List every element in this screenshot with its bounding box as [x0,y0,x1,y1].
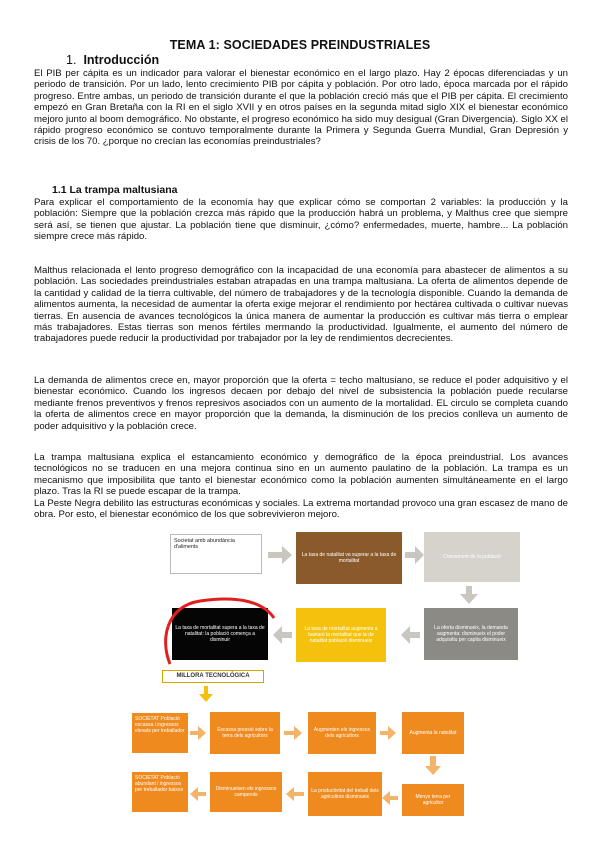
paragraph-5: La Peste Negra debilito las estructuras económicas y sociales. La extrema mortandad provoco una gran escasez de mano de obra. Por esto, el bienestar económico de los que sobrevivieron mejoro. [34,498,568,521]
diagram-row2-box-2: Disminueixen els ingressos camperols [210,772,282,812]
arrow-r1-down-icon [425,756,441,775]
arrow-yellow-to-black-icon [273,626,292,644]
arrow-r2-2-icon [286,787,304,801]
red-highlight-outline [166,599,274,664]
arrow-group-top [268,546,478,644]
diagram-row1-box-3: Augmenten els ingressos dels agricultors [308,712,376,754]
diagram-box-lightgray: Creixement de la població [424,532,520,582]
diagram-row2-box-3: La productivitat del treball dels agricultors disminueix [308,772,382,816]
section-label: Introducción [83,53,160,67]
subsection-heading: 1.1 La trampa maltusiana [52,184,178,196]
document-title: TEMA 1: SOCIEDADES PREINDUSTRIALES [169,38,431,52]
arrow-group-bottom [190,726,441,805]
intro-paragraph: El PIB per cápita es un indicador para valorar el bienestar económico en el largo plazo. Hay 2 épocas diferenciadas y un periodo de transición. Por un lado, lento crecimiento PIB por cápita y población. Por otro lado, época marcada por el rápido progreso. Entre ambas, un periodo de transición durante el que la población creció más que el PIB per cápita. El crecimiento empezó en Gran Bretaña con la RI en el siglo XVII y en otros países en la segunda mitad siglo XIX el bienestar económico mejoro junto al boom demográfico. No obstante, el progreso económico ha sido muy desigual (Gran Divergencia). Siglo XX el rápido progreso económico se contuvo temporalmente durante la Primera y Segunda Guerra Mundial, Gran Depresión y crisis de los 70. ¿porque no crecían las economías preindustriales? [34,68,568,148]
diagram-box-brown: La taxa de natalitat va superar a la taxa de mortalitat [296,532,402,584]
section-number: 1. [66,53,77,67]
arrow-start-to-brown-icon [268,546,292,564]
mejora-tecnologica-label: MILLORA TECNOLÒGICA [162,670,264,683]
arrow-lightgray-to-darkgray-icon [460,586,478,604]
paragraph-1: Para explicar el comportamiento de la economía hay que explicar cómo se comportan 2 variables: la producción y la población: Siempre que la población crezca más rápido que la producción habrá un problema, y Malthus cree que siempre será así, se tienen que ajustar. La población tiene que disminuir, ¿cómo? enfermedades, muerte, hambre... La población siempre crece más rápido. [34,197,568,243]
diagram-row2-box-1: SOCIETAT Població abundant i ingressos per treballador baixos [132,772,188,812]
arrow-r1-3-icon [380,726,396,740]
diagram-box-darkgray: La oferta disminueix, la demanda augmenta: disminueix el poder adquisitiu per capita disminueix [424,608,518,660]
arrow-r2-3-icon [190,787,206,801]
diagram-box-yellow: La taxa de mortalitat augmenta a bastant la mortalitat que la de natalitat població disminueix [296,608,386,662]
diagram-box-start: Societat amb abundància d'aliments [170,534,262,574]
arrow-brown-to-lightgray-icon [405,546,424,564]
arrow-r1-2-icon [284,726,302,740]
arrow-r1-1-icon [190,726,206,740]
arrow-r2-1-icon [382,791,398,805]
paragraph-4: La trampa maltusiana explica el estancamiento económico y demográfico de la época preindustrial. Los avances tecnológicos no se traducen en una mejora continua sino en un aumento paulatino de la población. La trampa es un mecanismo que imposibilita que tanto el bienestar económico como la población aumenten simultáneamente en el largo plazo. Tras la RI se puede escapar de la trampa. [34,452,568,498]
arrow-darkgray-to-yellow-icon [401,626,420,644]
arrow-mejora-down-icon [199,686,213,702]
paragraph-3: La demanda de alimentos crece en, mayor proporción que la oferta = techo maltusiano, se reduce el poder adquisitivo y el bienestar económico. Cuando los ingresos decaen por debajo del nivel de subsistencia la población puede recularse mediante frenos preventivos y frenos represivos asociados con un aumento de la mortalidad. EL circulo se completa cuando la oferta de alimentos crece en mayor proporción que la demanda, la disminución de los precios conlleva un aumento de poder adquisitivo y la población crece. [34,375,568,432]
diagram-row1-box-4: Augmenta la natalitat [402,712,464,754]
diagram-row1-box-1: SOCIETAT Població escassa i ingressos elevats per treballador [132,713,188,753]
diagram-box-black: La taxa de mortalitat supera a la taxa de natalitat: la població comença a disminuir [172,608,268,660]
paragraph-2: Malthus relacionada el lento progreso demográfico con la incapacidad de una economía para abastecer de alimentos a su población. Las sociedades preindustriales estaban atrapadas en una trampa maltusiana. La oferta de alimentos depende de la cantidad y calidad de la tierra cultivable, del número de trabajadores y de la tecnología disponible. Cuando la demanda de alimentos aumenta, la necesidad de aumentar la oferta exige mejorar el rendimiento por hectárea cultivada o cultivar nuevas tierras. En ausencia de avances tecnológicos la única manera de aumentar la producción es cultivar más tierra o emplear más trabajadores. Estas tierras son menos fértiles mermando la productividad. Igualmente, el aumento del número de trabajadores puede reducir la productividad por trabajador por la ley de rendimientos decrecientes. [34,265,568,345]
diagram-row2-box-4: Menys terra per agricultor [402,784,464,816]
diagram-row1-box-2: Escassa pressió sobre la terra dels agricultors [210,712,280,754]
